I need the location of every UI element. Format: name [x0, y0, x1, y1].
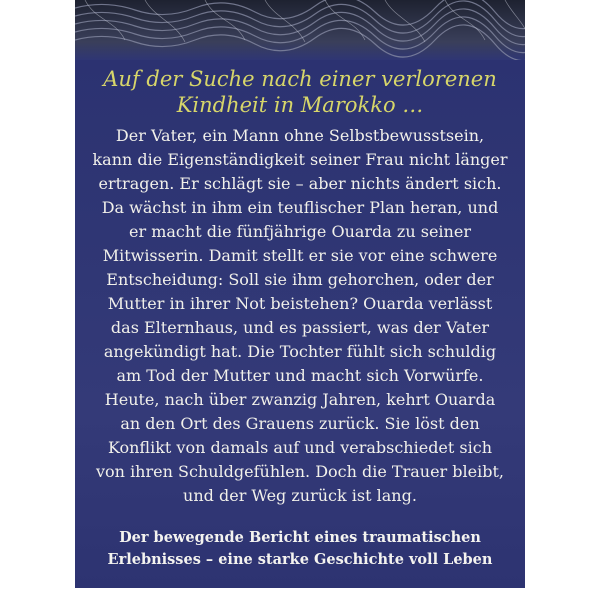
blurb-line: kann die Eigenständigkeit seiner Frau nicht länger [92, 150, 508, 169]
blurb-line: Da wächst in ihm ein teuflischer Plan heran, und [101, 198, 499, 217]
tagline-line-2: Kindheit in Marokko … [176, 93, 424, 117]
blurb-line: Mutter in ihrer Not beistehen? Ouarda verlässt [107, 294, 493, 313]
blurb-line: Heute, nach über zwanzig Jahren, kehrt Ouarda [104, 390, 496, 409]
blurb-line: das Elternhaus, und es passiert, was der Vater [110, 318, 490, 337]
blurb-line: am Tod der Mutter und macht sich Vorwürfe. [116, 366, 484, 385]
tagline-line-1: Auf der Suche nach einer verlorenen [103, 67, 497, 91]
blurb-line: und der Weg zurück ist lang. [183, 486, 417, 505]
blurb-line: Entscheidung: Soll sie ihm gehorchen, oder der [106, 270, 494, 289]
blurb-line: angekündigt hat. Die Tochter fühlt sich schuldig [103, 342, 497, 361]
blurb-line: ertragen. Er schlägt sie – aber nichts ändert sich. [98, 174, 502, 193]
book-back-cover [75, 0, 525, 588]
blurb-line: Mitwisserin. Damit stellt er sie vor eine schwere [102, 246, 498, 265]
blurb-line: er macht die fünfjährige Ouarda zu seiner [129, 222, 471, 241]
blurb-line: an den Ort des Grauens zurück. Sie löst den [120, 414, 480, 433]
closing-line-1: Der bewegende Bericht eines traumatischen [119, 529, 481, 546]
blurb-line: Konflikt von damals auf und verabschiedet sich [107, 438, 493, 457]
closing-line-2: Erlebnisses – eine starke Geschichte voll Leben [107, 551, 493, 568]
blurb-line: Der Vater, ein Mann ohne Selbstbewusstsein, [115, 126, 485, 145]
marbled-paper-pattern [75, 0, 525, 60]
blurb-line: von ihren Schuldgefühlen. Doch die Trauer bleibt, [96, 462, 504, 481]
